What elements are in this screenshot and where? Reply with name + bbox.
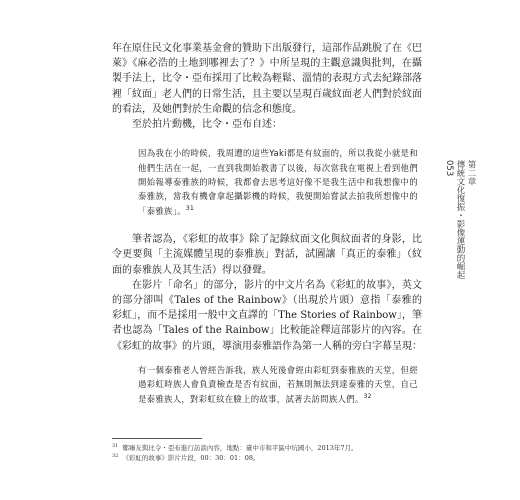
block-quote-director xyxy=(112,146,422,218)
footnote-text: 鄭臻友與比令・亞布進行訪談內容，地點：臺中市和平區中坑國小，2013年7月。 xyxy=(122,444,358,452)
footnote-text: 《彩虹的故事》影片片段，00：30：01：08。 xyxy=(122,454,260,462)
footnote-ref: 32 xyxy=(363,392,372,400)
footnote xyxy=(112,453,422,463)
page-number: 053 xyxy=(444,160,454,177)
quote-text: 有一個泰雅老人曾經告訴我，族人死後會經由彩虹到泰雅族的天堂，但經過彩虹時族人會負責檢查是否有紋面，若無則無法到達泰雅的天堂，自己是泰雅族人，對彩虹紋在臉上的故事，試著去訪問族人們。 xyxy=(138,364,418,404)
footnotes xyxy=(112,438,422,463)
paragraph-naming: 在影片「命名」的部分，影片的中文片名為《彩虹的故事》，英文的部分卻叫《Tales of the Rainbow》（出現於片頭）意指「泰雅的彩虹」，而不是採用一般中文直譯的「The Stories of Rainbow」，筆者也認為「Tales of the Rainbow」比較能詮釋這部影片的內容。在《彩虹的故事》的片頭，導演用泰雅語作為第一人稱的旁白字幕呈現： xyxy=(112,279,422,352)
footnote xyxy=(112,443,422,453)
paragraph-continued: 年在原住民文化事業基金會的贊助下出版發行，這部作品跳脫了在《巴萊》《麻必浩的土地到哪裡去了？》中所呈現的主觀意識與批判，在攝製手法上，比令・亞布採用了比較為輕鬆、溫情的表現方式去紀錄部落裡「紋面」老人們的日常生活，且主要以呈現百歲紋面老人們對於紋面的看法，及她們對於生命觀的信念和態度。 xyxy=(112,43,422,115)
footnote-ref: 31 xyxy=(185,205,195,213)
block-quote-subtitle xyxy=(112,363,422,406)
main-text xyxy=(112,41,422,406)
running-header xyxy=(444,160,476,279)
chapter-title: 傳統文化復振・影像運動的崛起 xyxy=(455,160,465,279)
quote-text: 因為我在小的時候，我周遭的這些Yaki都是有紋面的，所以我從小就是和他們生活在一起，一直到我開始教書了以後，每次當我在電視上看到他們開始報導泰雅族的時候，我都會去思考這好像不是我生活中和我想像中的泰雅族，當我有機會拿起攝影機的時候，我便開始嘗試去拍我所想像中的「泰雅族」。 xyxy=(138,148,418,216)
footnote-divider xyxy=(112,438,202,439)
chapter-label: 第二章 xyxy=(466,160,476,186)
paragraph-argument: 筆者認為，《彩虹的故事》除了記錄紋面文化與紋面者的身影，比令更要與「主流媒體呈現的泰雅族」對話，試圖讓「真正的泰雅」（紋面的泰雅族人及其生活）得以發聲。 xyxy=(112,234,422,276)
paragraph-motive: 至於拍片動機，比令・亞布自述： xyxy=(132,119,282,131)
footnote-number: 32 xyxy=(112,452,119,459)
footnote-number: 31 xyxy=(112,442,119,449)
